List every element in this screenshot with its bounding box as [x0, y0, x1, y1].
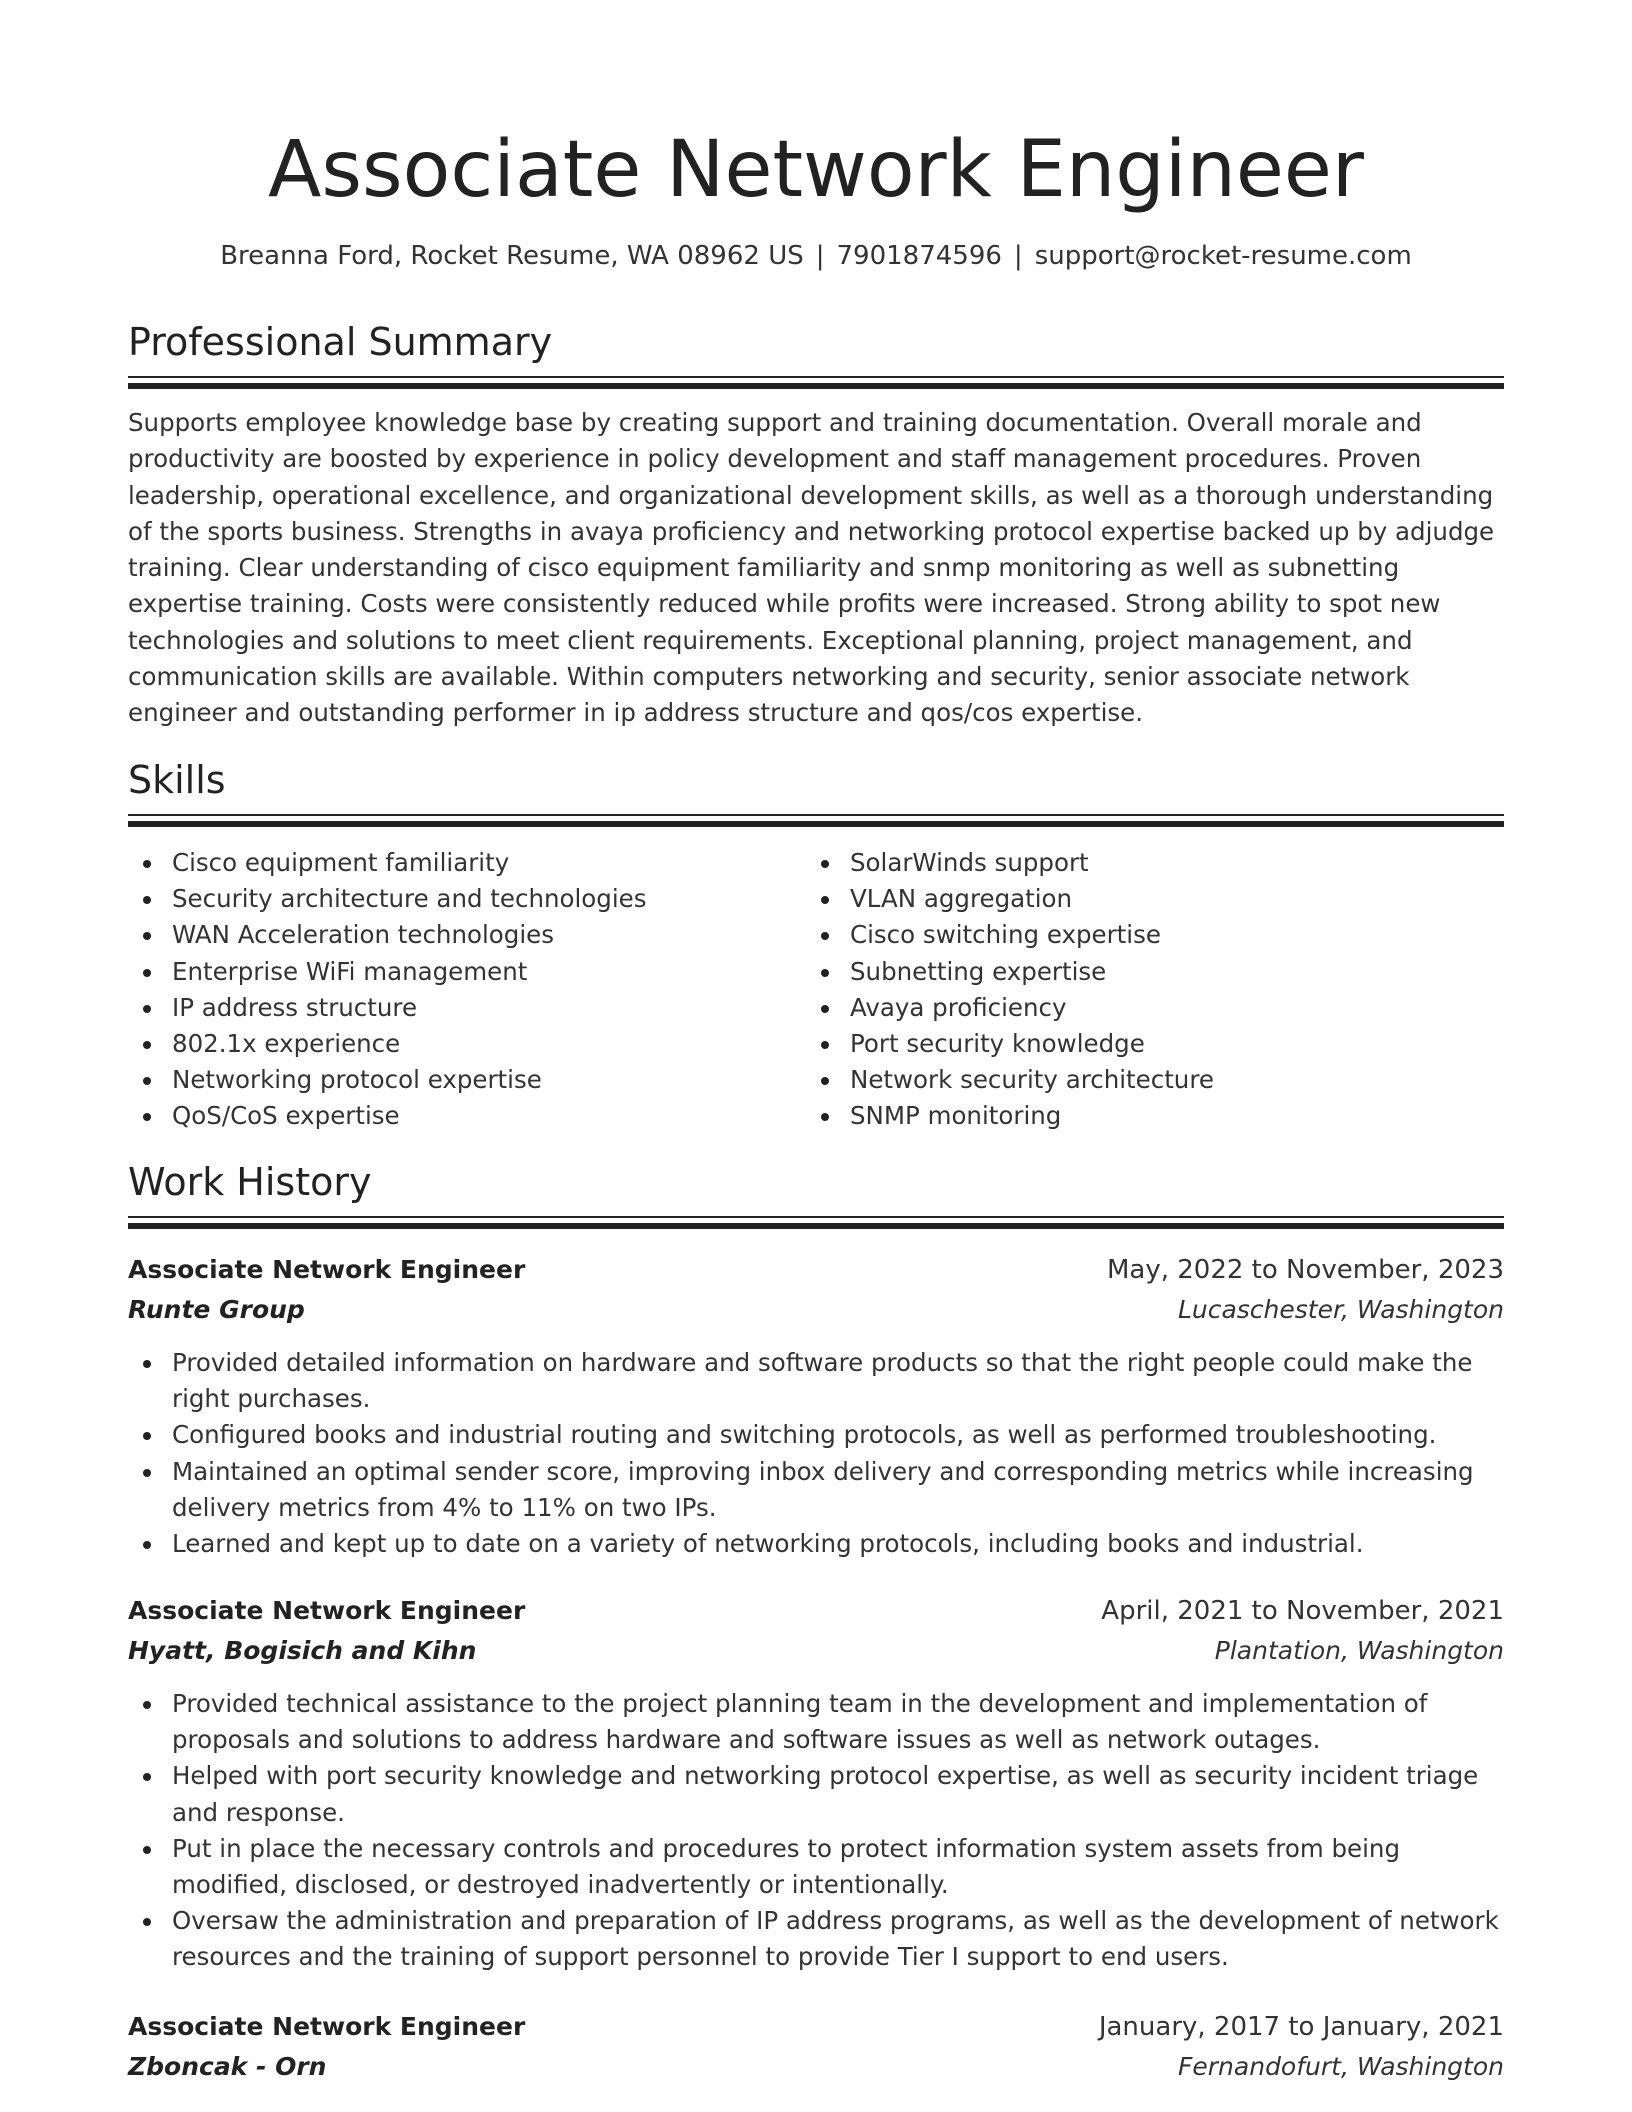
section-title: Professional Summary	[128, 320, 553, 364]
page-title: Associate Network Engineer	[268, 125, 1364, 215]
job-dates: January, 2017 to January, 2021	[1098, 2012, 1504, 2042]
skill-item: WAN Acceleration technologies	[128, 917, 806, 953]
job-entry	[128, 1251, 1504, 1562]
skill-item: Cisco equipment familiarity	[128, 845, 806, 881]
skill-item: SNMP monitoring	[806, 1098, 1484, 1134]
skill-item: SolarWinds support	[806, 845, 1484, 881]
summary-section-heading	[128, 318, 1504, 366]
contact-separator: |	[1013, 241, 1023, 271]
skills-column-right	[806, 845, 1484, 1135]
job-dates: April, 2021 to November, 2021	[1101, 1596, 1504, 1626]
skill-item: Avaya proficiency	[806, 990, 1484, 1026]
job-bullet: Provided technical assistance to the project planning team in the development and implementation of proposals and solutions to address hardware and software issues as well as network outages.	[128, 1686, 1504, 1758]
job-bullet: Oversaw the administration and preparation of IP address programs, as well as the development of network resources and the training of support personnel to provide Tier I support to end users.	[128, 1903, 1504, 1975]
job-bullet: Helped with port security knowledge and networking protocol expertise, as well as security incident triage and response.	[128, 1758, 1504, 1830]
job-bullets	[128, 1345, 1504, 1562]
skill-item: IP address structure	[128, 990, 806, 1026]
job-bullet: Learned and kept up to date on a variety of networking protocols, including books and industrial.	[128, 1526, 1504, 1562]
job-entry	[128, 1592, 1504, 1976]
contact-phone: 7901874596	[836, 241, 1002, 271]
job-company: Hyatt, Bogisich and Kihn	[128, 1636, 477, 1665]
skill-item: QoS/CoS expertise	[128, 1098, 806, 1134]
skill-item: Cisco switching expertise	[806, 917, 1484, 953]
work-section-heading	[128, 1158, 1504, 1206]
skills-list	[128, 845, 1504, 1135]
skill-item: Security architecture and technologies	[128, 881, 806, 917]
job-bullets	[128, 1686, 1504, 1976]
skill-item: Subnetting expertise	[806, 954, 1484, 990]
section-title: Skills	[128, 758, 226, 802]
section-title: Work History	[128, 1160, 372, 1204]
section-divider	[128, 376, 1504, 389]
job-dates: May, 2022 to November, 2023	[1106, 1255, 1504, 1285]
job-company: Runte Group	[128, 1295, 305, 1324]
job-bullet: Put in place the necessary controls and procedures to protect information system assets from being modified, disclosed, or destroyed inadvertently or intentionally.	[128, 1831, 1504, 1903]
skills-column-left	[128, 845, 806, 1135]
skill-item: Network security architecture	[806, 1062, 1484, 1098]
job-title: Associate Network Engineer	[128, 1596, 526, 1625]
summary-text: Supports employee knowledge base by creating support and training documentation. Overall morale and productivity are boosted by experience in policy development and staff management procedures. Proven leadership, operational excellence, and organizational development skills, as well as a thorough understanding of the sports business. Strengths in avaya proficiency and networking protocol expertise backed up by adjudge training. Clear understanding of cisco equipment familiarity and snmp monitoring as well as subnetting expertise training. Costs were consistently reduced while profits were increased. Strong ability to spot new technologies and solutions to meet client requirements. Exceptional planning, project management, and communication skills are available. Within computers networking and security, senior associate network engineer and outstanding performer in ip address structure and qos/cos expertise.	[128, 408, 1495, 728]
job-bullet: Maintained an optimal sender score, improving inbox delivery and corresponding metrics while increasing delivery metrics from 4% to 11% on two IPs.	[128, 1454, 1504, 1526]
job-title: Associate Network Engineer	[128, 1255, 526, 1284]
job-bullet: Provided detailed information on hardware and software products so that the right people could make the right purchases.	[128, 1345, 1504, 1417]
skill-item: 802.1x experience	[128, 1026, 806, 1062]
skill-item: Enterprise WiFi management	[128, 954, 806, 990]
contact-line	[128, 238, 1504, 274]
contact-address: Breanna Ford, Rocket Resume, WA 08962 US	[220, 241, 804, 271]
job-bullet: Configured books and industrial routing and switching protocols, as well as performed troubleshooting.	[128, 1417, 1504, 1453]
section-divider	[128, 814, 1504, 827]
skill-item: Networking protocol expertise	[128, 1062, 806, 1098]
skill-item: Port security knowledge	[806, 1026, 1484, 1062]
contact-separator: |	[815, 241, 825, 271]
skills-section-heading	[128, 756, 1504, 804]
contact-email: support@rocket-resume.com	[1034, 241, 1412, 271]
job-location: Fernandofurt, Washington	[1178, 2052, 1504, 2081]
skill-item: VLAN aggregation	[806, 881, 1484, 917]
section-divider	[128, 1216, 1504, 1229]
job-location: Lucaschester, Washington	[1177, 1295, 1504, 1324]
job-entry	[128, 2008, 1504, 2088]
job-location: Plantation, Washington	[1214, 1636, 1504, 1665]
job-title: Associate Network Engineer	[128, 2012, 526, 2041]
job-company: Zboncak - Orn	[128, 2052, 327, 2081]
